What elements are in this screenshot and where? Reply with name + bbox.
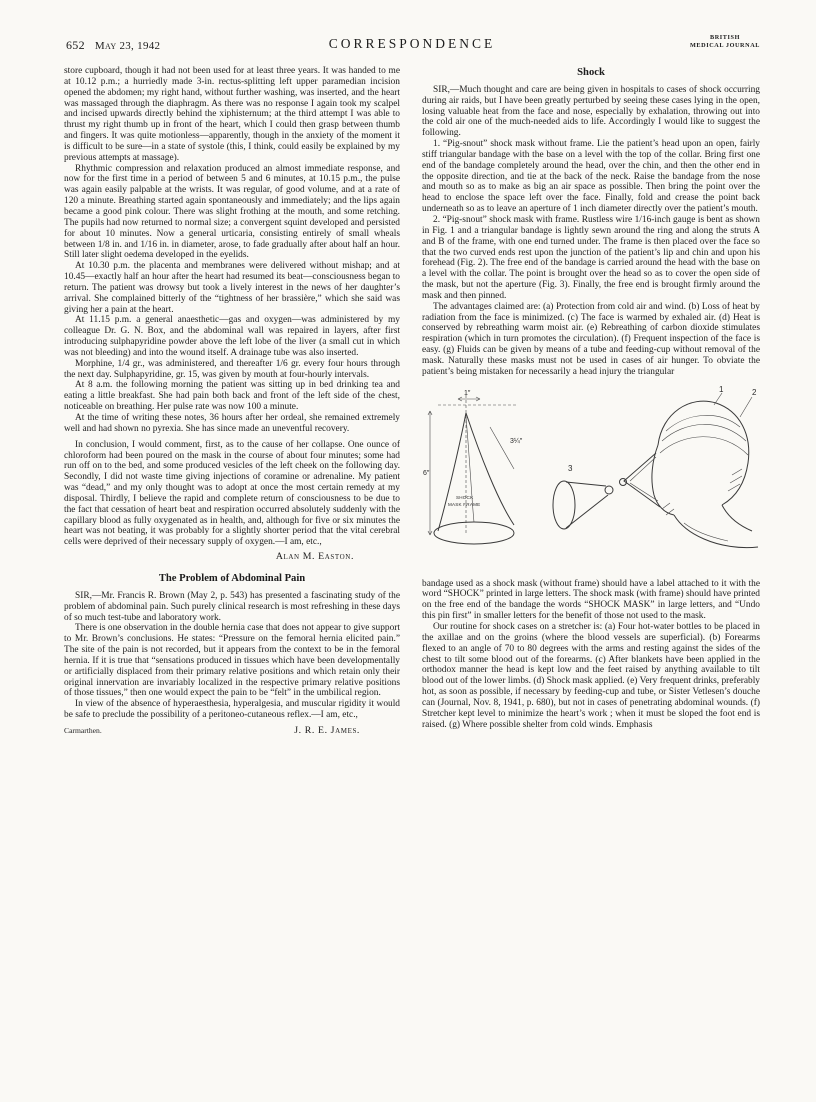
paragraph: Rhythmic compression and relaxation produced an almost immediate response, and now for the first time in a period of between 5 and 6 minutes, at 10.15 p.m., the pulse was again easily palpable at the wrists. It was regular, of good volume, and at a rate of 120 a minute. Breathing started again spontaneously and immediately; and the lips again became a good pink colour. There was slight frothing at the mouth, and some retching. The pupils had now returned to normal size; a convergent squint developed and persisted for about 10 minutes. Now a general urticaria, consisting entirely of small wheals between 1/8 in. and 1/16 in. in diameter, arose, to fade gradually after about half an hour. Still later slight oedema developed in the eyelids. [64, 163, 400, 261]
paragraph: Morphine, 1/4 gr., was administered, and thereafter 1/6 gr. every four hours through the next day. Sulphapyridine, gr. 15, was given by mouth at four-hourly intervals. [64, 358, 400, 380]
page-header [64, 34, 760, 56]
left-column [64, 66, 400, 737]
figure-frame-label-line2: MASK FRAME [448, 501, 481, 507]
figure-dimension-width: 1″ [464, 389, 471, 397]
mask-cone-diagram [553, 464, 613, 529]
paragraph: 2. “Pig-snout” shock mask with frame. Rustless wire 1/16-inch gauge is bent as shown in Fig. 1 and a triangular bandage is lightly sewn around the ring and along the struts A and B of the frame, with one end turned under. The frame is then placed over the face so that the two curved ends rest upon the junction of the patient’s lip and chin and upon his forehead (Fig. 2). The free end of the bandage is carried around the head with the base on a level with the collar. The point is brought over the head so as to cover the open side of the mask, but not the aperture (Fig. 3). Finally, the free end is brought firmly around the mask and then pinned. [422, 214, 760, 301]
two-column-body [64, 66, 760, 737]
paragraph: There is one observation in the double hernia case that does not appear to give support to Mr. Brown’s conclusions. He states: “Pressure on the femoral hernia elicited pain.” The site of the pain is not recorded, but it appears from the context to be in the femoral hernia. If it is true that “sensations produced in tissues which have been developmentally or artificially displaced from their primary relative positions and which retain only their original innervation are invariably localized in the respective primary relative positions of those tissues,” then one would expect the pain to be “felt” in the umbilical region. [64, 623, 400, 699]
letter-heading: Shock [577, 67, 605, 78]
paragraph: SIR,—Much thought and care are being given in hospitals to cases of shock occurring during air raids, but I have been greatly perturbed by seeing these cases lying in the open, losing valuable heat from the face and nose, especially by exhalation, throwing out into the cold air one of the much-needed aids to life. Accordingly I would like to suggest the following. [422, 84, 760, 139]
paragraph: At the time of writing these notes, 36 hours after her ordeal, she remained extremely well and had shown no pyrexia. She has since made an uneventful recovery. [64, 413, 400, 434]
figure-frame-label-line1: SHOCK [456, 494, 474, 500]
shock-mask-figure [422, 383, 760, 575]
signature: Alan M. Easton. [275, 551, 354, 563]
head-sketch [620, 385, 759, 548]
issue-date: May 23, 1942 [94, 40, 161, 52]
figure-marker-3: 3 [568, 463, 573, 473]
figure-marker-1: 1 [719, 384, 724, 394]
paragraph: 1. “Pig-snout” shock mask without frame. Lie the patient’s head upon an open, fairly stiff triangular bandage with the base on a level with the top of the collar. Bring first one end of the bandage completely around the head, over the chin, and then the other end in the opposite direction, and tie at the back of the neck. Raise the bandage from the nose and mouth so as to make as big an air space as possible. Then bring the point over the head to enclose the space left over the face. Finally, fold and crease the point back underneath so as to leave an aperture of 1 inch diameter directly over the patient’s mouth. [422, 139, 760, 215]
paragraph: SIR,—Mr. Francis R. Brown (May 2, p. 543) has presented a fascinating study of the problem of abdominal pain. Such purely clinical research is most refreshing in these days of so much test-tube and laboratory work. [64, 590, 400, 623]
paragraph: In view of the absence of hyperaesthesia, hyperalgesia, and muscular rigidity it would be safe to preclude the possibility of a peritoneo-cutaneous reflex.—I am, etc., [64, 699, 400, 721]
shock-mask-illustration [422, 383, 760, 575]
mask-frame-diagram [423, 390, 523, 544]
journal-name-line2: MEDICAL JOURNAL [689, 41, 760, 49]
paragraph: At 11.15 p.m. a general anaesthetic—gas and oxygen—was administered by my colleague Dr. G. N. Box, and the abdominal wall was repaired in layers, after first introducing sulphapyridine powder above the left lobe of the liver (a small cut in which was not bleeding) and into the wound itself. A drainage tube was also inserted. [64, 315, 400, 358]
place-name: Carmarthen. [64, 725, 102, 735]
figure-dimension-height: 6″ [423, 469, 430, 477]
figure-dimension-side: 3¼″ [510, 437, 523, 445]
letter-footer [64, 726, 400, 737]
journal-name-line1: BRITISH [709, 34, 740, 41]
paragraph: At 10.30 p.m. the placenta and membranes were delivered without mishap; and at 10.45—exactly half an hour after the heart had resumed its beat—consciousness began to return. The patient was drowsy but took a lively interest in the news of her daughter’s arrival. She complained bitterly of the “tightness of her brassière,” which she said was giving her a pain at the heart. [64, 261, 400, 315]
right-column [422, 66, 760, 737]
paragraph: Our routine for shock cases on a stretcher is: (a) Four hot-water bottles to be placed in the axillae and on the groins (where the blood vessels are superficial). (b) Forearms flexed to an angle of 70 to 80 degrees with the arms and resting against the sides of the chest to tilt some blood out of the forearms. (c) After blankets have been applied in the orthodox manner the head is kept low and the feet raised by anything available to tilt blood out of the lower limbs. (d) Shock mask applied. (e) Very frequent drinks, preferably hot, as soon as possible, if necessary by feeding-cup and tube, or Sister Vetlesen’s douche can (Journal, Nov. 8, 1941, p. 680), but not in cases of penetrating abdominal wounds. (f) Stretcher kept level to minimize the heart’s work ; when it must be sloped the foot end is raised. (g) Where possible shelter from cold winds. Emphasis [422, 622, 760, 730]
section-title: CORRESPONDENCE [328, 36, 496, 51]
paragraph: In conclusion, I would comment, first, as to the cause of her collapse. One ounce of chloroform had been poured on the mask in the course of about four minutes; some had run off on to the bed, and some produced vesicles of the left cheek on the following day. Secondly, I did not waste time giving injections of coramine or adrenaline. My patient was “dead,” and my only thought was to adopt at once the most certain remedy at my disposal. Thirdly, I believe the rapid and complete return of consciousness to be due to the fact that cessation of heart beat and respiration occurred absolutely suddenly with the capillary blood as fully oxygenated as in health, and, although for five or six minutes the heart was not beating, it was probably for a slightly shorter period that the vital cerebral cells were deprived of their necessary supply of oxygen.—I am, etc., [64, 439, 400, 548]
paragraph: The advantages claimed are: (a) Protection from cold air and wind. (b) Loss of heat by radiation from the face is minimized. (c) The face is warmed by exhaled air. (d) Heat is conserved by rebreathing warm moist air. (e) Rebreathing of carbon dioxide stimulates respiration (which in turn promotes the circulation). (f) Frequent inspection of the face is easy. (g) Fluids can be given by means of a tube and feeding-cup without removal of the mask. Naturally these masks must not be used in cases of air hunger. To obviate the patient’s being mistaken for necessarily a head injury the triangular [422, 301, 760, 377]
journal-name [690, 34, 760, 49]
paragraph: At 8 a.m. the following morning the patient was sitting up in bed drinking tea and eating a little breakfast. She had pain both back and front of the left side of the chest, noticeable on breathing. Her pulse rate was now 100 a minute. [64, 380, 400, 413]
paragraph: store cupboard, though it had not been used for at least three years. It was handed to me at 10.12 p.m.; a hurriedly made 3-in. rectus-splitting left upper paramedian incision opened the abdomen; my right hand, without further washing, was inserted, and the heart was massaged through the diaphragm. As there was no response I again took my scalpel and incised upwards directly behind the xiphisternum; at the third attempt I was able to thrust my right thumb up in front of the heart, which I could then grasp between thumb and fingers. It was quite motionless—apparently, though in the anxiety of the moment it is difficult to be sure—in a state of systole (this, I think, could easily be explained by my previous attempts at massage). [64, 66, 400, 163]
figure-marker-2: 2 [752, 387, 757, 397]
page-number: 652 [66, 38, 85, 52]
paragraph: bandage used as a shock mask (without frame) should have a label attached to it with the word “SHOCK” printed in large letters. The shock mask (with frame) should have printed on the free end of the bandage the words “SHOCK MASK” in large letters, and “Undo this pin first” in smaller letters for the benefit of those not used to the mask. [422, 578, 760, 622]
letter-heading: The Problem of Abdominal Pain [158, 572, 306, 584]
signature: J. R. E. James. [294, 724, 360, 736]
